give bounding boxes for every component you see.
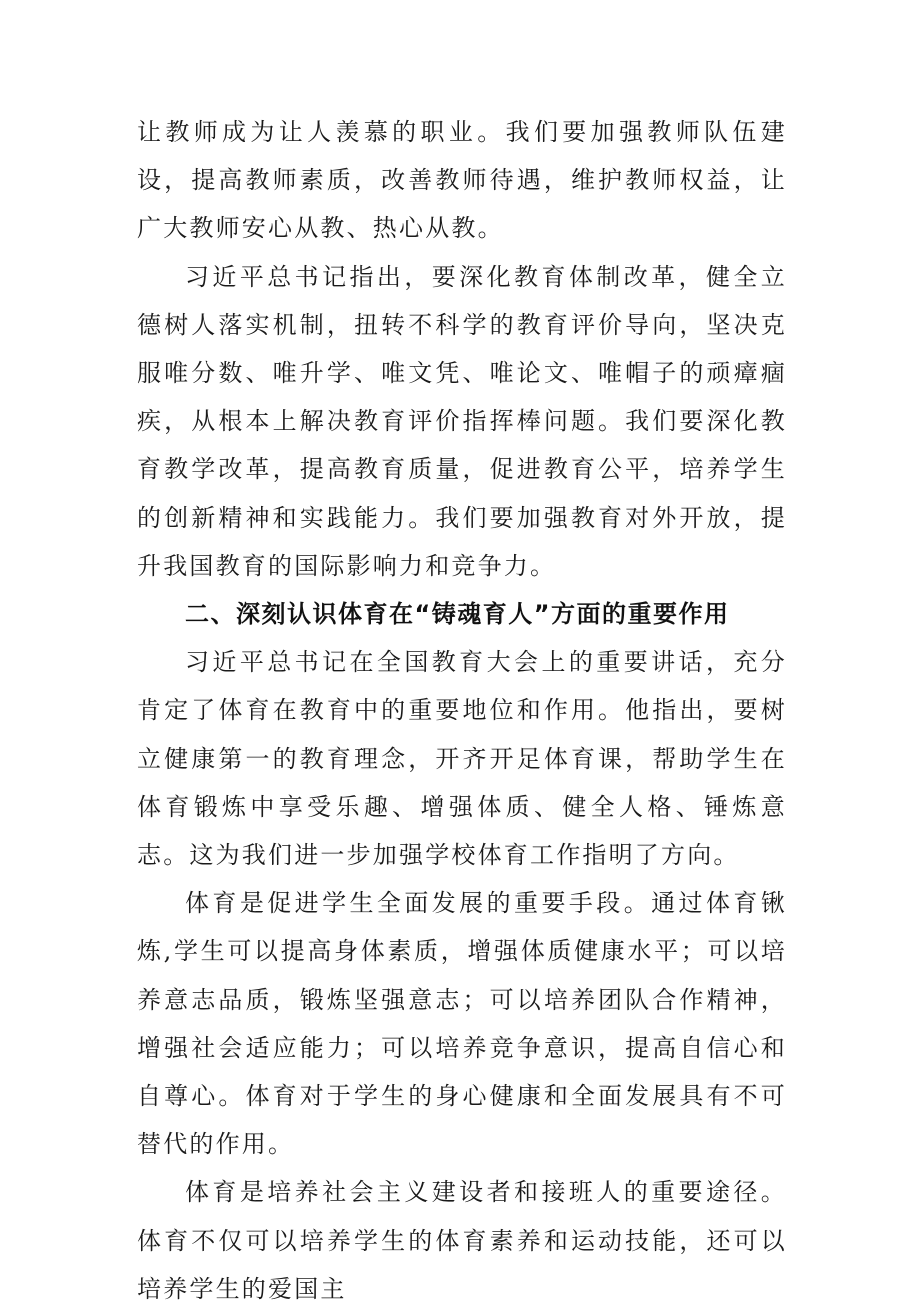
section-heading: 二、深刻认识体育在“铸魂育人”方面的重要作用 — [185, 600, 730, 629]
paragraph-successors: 体育是培养社会主义建设者和接班人的重要途径。体育不仅可以培养学生的体育素养和运动技能，还可以培养学生的爱国主 — [137, 1178, 787, 1303]
paragraph-education-reform: 习近平总书记指出，要深化教育体制改革，健全立德树人落实机制，扭转不科学的教育评价导向，坚决克服唯分数、唯升学、唯文凭、唯论文、唯帽子的顽瘴痼疾，从根本上解决教育评价指挥棒问题。我们要深化教育教学改革，提高教育质量，促进教育公平，培养学生的创新精神和实践能力。我们要加强教育对外开放，提升我国教育的国际影响力和竞争力。 — [137, 262, 787, 580]
document-body — [137, 108, 787, 1313]
paragraph-student-development: 体育是促进学生全面发展的重要手段。通过体育锹炼,学生可以提高身体素质，增强体质健康水平；可以培养意志品质，锻炼坚强意志；可以培养团队合作精神，增强社会适应能力；可以培养竞争意识，提高自信心和自尊心。体育对于学生的身心健康和全面发展具有不可替代的作用。 — [137, 889, 787, 1159]
paragraph-continued: 让教师成为让人羡慕的职业。我们要加强教师队伍建设，提高教师素质，改善教师待遇，维护教师权益，让广大教师安心从教、热心从教。 — [137, 118, 787, 243]
paragraph-speech: 习近平总书记在全国教育大会上的重要讲话，充分肯定了体育在教育中的重要地位和作用。他指出，要树立健康第一的教育理念，开齐开足体育课，帮助学生在体育锻炼中享受乐趣、增强体质、健全人格、锤炼意志。这为我们进一步加强学校体育工作指明了方向。 — [137, 648, 787, 870]
